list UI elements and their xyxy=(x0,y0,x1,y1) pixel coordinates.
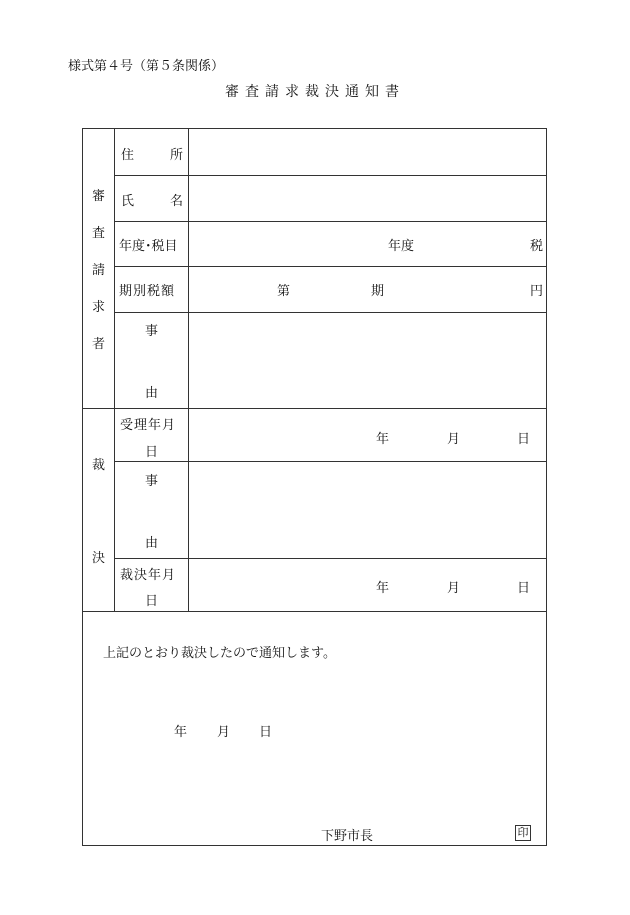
year-tax-label: 年度･税目 xyxy=(119,239,178,254)
decision-label-char: 決 xyxy=(92,551,106,566)
requester-label-char: 審 xyxy=(92,189,106,204)
document-title: 審査請求裁決通知書 xyxy=(225,84,405,100)
installment-label: 期別税額 xyxy=(119,284,176,299)
received-day-unit: 日 xyxy=(517,432,531,447)
notice-month-unit: 月 xyxy=(217,725,231,740)
received-month-unit: 月 xyxy=(447,432,461,447)
notice-year-unit: 年 xyxy=(174,725,188,740)
installment-prefix: 第 xyxy=(277,284,291,299)
decision-reason-label: 由 xyxy=(145,536,159,551)
decision-label-char: 裁 xyxy=(92,458,106,473)
installment-suffix: 期 xyxy=(371,284,385,299)
received-date-label: 受理年月 xyxy=(120,418,177,433)
requester-label-char: 請 xyxy=(92,263,106,278)
decision-reason-label: 事 xyxy=(145,474,159,489)
issuer-name: 下野市長 xyxy=(321,829,374,844)
name-label: 氏 xyxy=(121,194,135,209)
decision-month-unit: 月 xyxy=(447,581,461,596)
decision-day-unit: 日 xyxy=(517,581,531,596)
notice-day-unit: 日 xyxy=(259,725,273,740)
requester-label-char: 査 xyxy=(92,226,106,241)
address-field[interactable] xyxy=(189,129,546,175)
requester-label-char: 者 xyxy=(92,337,106,352)
reason-label: 由 xyxy=(145,386,159,401)
requester-label-char: 求 xyxy=(92,300,106,315)
address-label: 住 xyxy=(121,148,135,163)
received-year-unit: 年 xyxy=(376,432,390,447)
decision-date-label: 日 xyxy=(145,594,159,609)
address-label: 所 xyxy=(170,148,184,163)
decision-reason-field[interactable] xyxy=(189,462,546,558)
decision-date-label: 裁決年月 xyxy=(120,568,177,583)
name-field[interactable] xyxy=(189,176,546,221)
form-number: 様式第４号（第５条関係） xyxy=(68,59,225,74)
name-label: 名 xyxy=(170,194,184,209)
year-unit: 年度 xyxy=(388,239,415,254)
form-table xyxy=(82,128,547,846)
notice-text: 上記のとおり裁決したので通知します。 xyxy=(103,646,336,661)
received-date-label: 日 xyxy=(145,445,159,460)
decision-year-unit: 年 xyxy=(376,581,390,596)
yen-unit: 円 xyxy=(530,284,544,299)
requester-reason-field[interactable] xyxy=(189,313,546,408)
reason-label: 事 xyxy=(145,324,159,339)
seal-mark: 印 xyxy=(515,825,531,841)
tax-unit: 税 xyxy=(530,239,544,254)
